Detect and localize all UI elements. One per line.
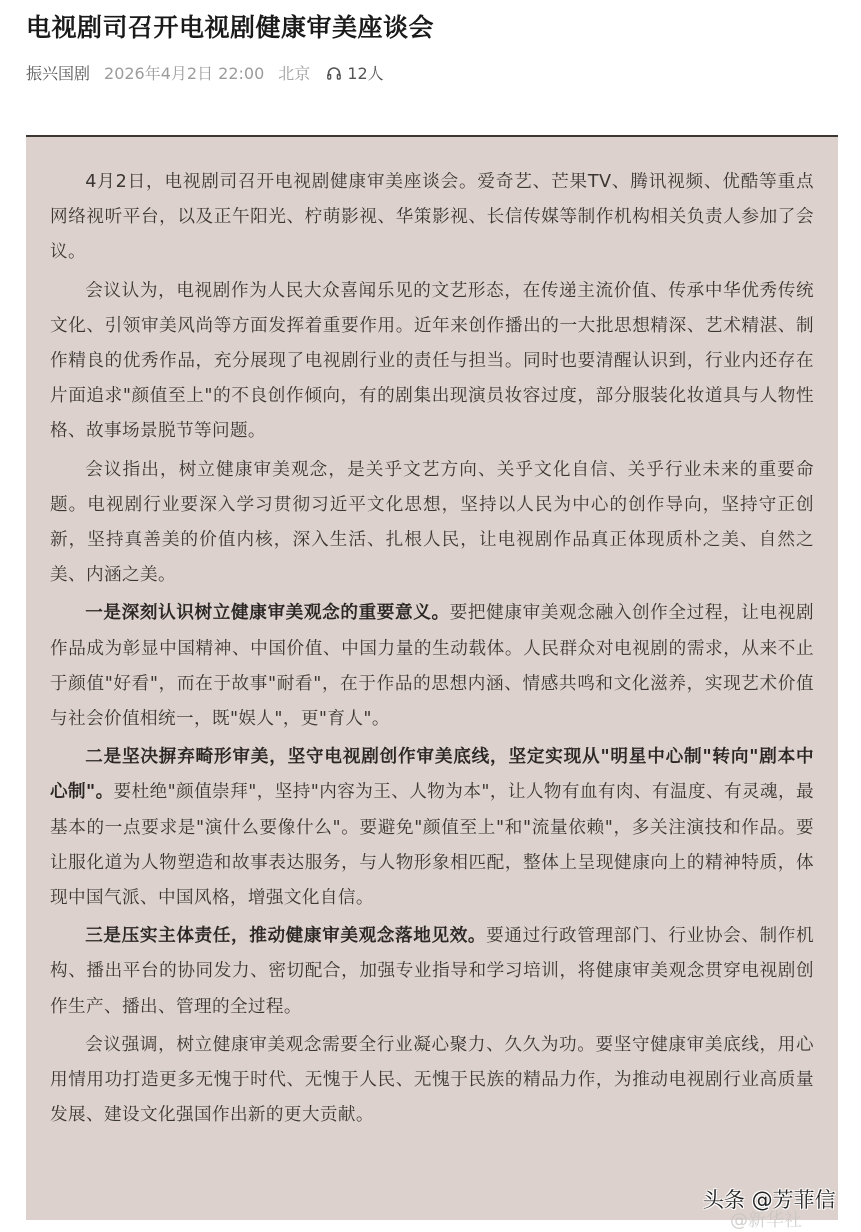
point-one-heading: 一是深刻认识树立健康审美观念的重要意义。 bbox=[85, 603, 450, 624]
listeners-label: 12人 bbox=[347, 64, 384, 83]
location: 北京 bbox=[278, 64, 311, 83]
point-three-heading: 三是压实主体责任，推动健康审美观念落地见效。 bbox=[85, 926, 487, 947]
headphones-icon bbox=[326, 65, 342, 81]
paragraph-point-three bbox=[50, 919, 814, 1025]
point-three-text: 要通过行政管理部门、行业协会、制作机构、播出平台的协同发力、密切配合，加强专业指导和学习培训，将健康审美观念贯穿电视剧创作生产、播出、管理的全过程。 bbox=[50, 926, 814, 1017]
paragraph-intro: 4月2日，电视剧司召开电视剧健康审美座谈会。爱奇艺、芒果TV、腾讯视频、优酷等重点网络视听平台，以及正午阳光、柠萌影视、华策影视、长信传媒等制作机构相关负责人参加了会议。 bbox=[50, 172, 814, 263]
listen-count[interactable] bbox=[326, 61, 383, 84]
point-two-heading: 二是坚决摒弃畸形审美，坚守电视剧创作审美底线，坚定实现从"明星中心制"转向"剧本中心制"。 bbox=[50, 747, 814, 803]
article-title: 电视剧司召开电视剧健康审美座谈会 bbox=[26, 13, 435, 42]
paragraph-conclusion: 会议强调，树立健康审美观念需要全行业凝心聚力、久久为功。要坚守健康审美底线，用心用情用功打造更多无愧于时代、无愧于人民、无愧于民族的精品力作，为推动电视剧行业高质量发展、建设文化强国作出新的更大贡献。 bbox=[50, 1034, 814, 1126]
source-link[interactable]: 振兴国剧 bbox=[26, 64, 91, 83]
paragraph-point-two bbox=[50, 740, 814, 916]
publish-time: 2026年4月2日 22:00 bbox=[104, 64, 265, 83]
paragraph-meeting-point: 会议指出，树立健康审美观念，是关乎文艺方向、关乎文化自信、关乎行业未来的重要命题。电视剧行业要深入学习贯彻习近平文化思想，坚持以人民为中心的创作导向，坚持守正创新，坚持真善美的价值内核，深入生活、扎根人民，让电视剧作品真正体现质朴之美、自然之美、内涵之美。 bbox=[50, 459, 814, 586]
article-body bbox=[26, 135, 838, 1220]
watermark-secondary: @新华社 bbox=[730, 1210, 802, 1231]
article-meta bbox=[26, 61, 384, 84]
point-one-text: 要把健康审美观念融入创作全过程，让电视剧作品成为彰显中国精神、中国价值、中国力量的生动载体。人民群众对电视剧的需求，从来不止于颜值"好看"，而在于故事"耐看"，在于作品的思想内涵、情感共鸣和文化滋养，实现艺术价值与社会价值相统一，既"娱人"，更"育人"。 bbox=[50, 603, 814, 730]
paragraph-point-one bbox=[50, 596, 814, 737]
point-two-text: 要杜绝"颜值崇拜"，坚持"内容为王、人物为本"，让人物有血有肉、有温度、有灵魂，最基本的一点要求是"演什么要像什么"。要避免"颜值至上"和"流量依赖"，多关注演技和作品。要让服化道为人物塑造和故事表达服务，与人物形象相匹配，整体上呈现健康向上的精神特质，体现中国气派、中国风格，增强文化自信。 bbox=[50, 782, 814, 909]
watermark-primary: 头条 @芳菲信 bbox=[703, 1188, 836, 1212]
paragraph-meeting-view: 会议认为，电视剧作为人民大众喜闻乐见的文艺形态，在传递主流价值、传承中华优秀传统文化、引领审美风尚等方面发挥着重要作用。近年来创作播出的一大批思想精深、艺术精湛、制作精良的优秀作品，充分展现了电视剧行业的责任与担当。同时也要清醒认识到，行业内还存在片面追求"颜值至上"的不良创作倾向，有的剧集出现演员妆容过度，部分服装化妆道具与人物性格、故事场景脱节等问题。 bbox=[50, 280, 814, 442]
